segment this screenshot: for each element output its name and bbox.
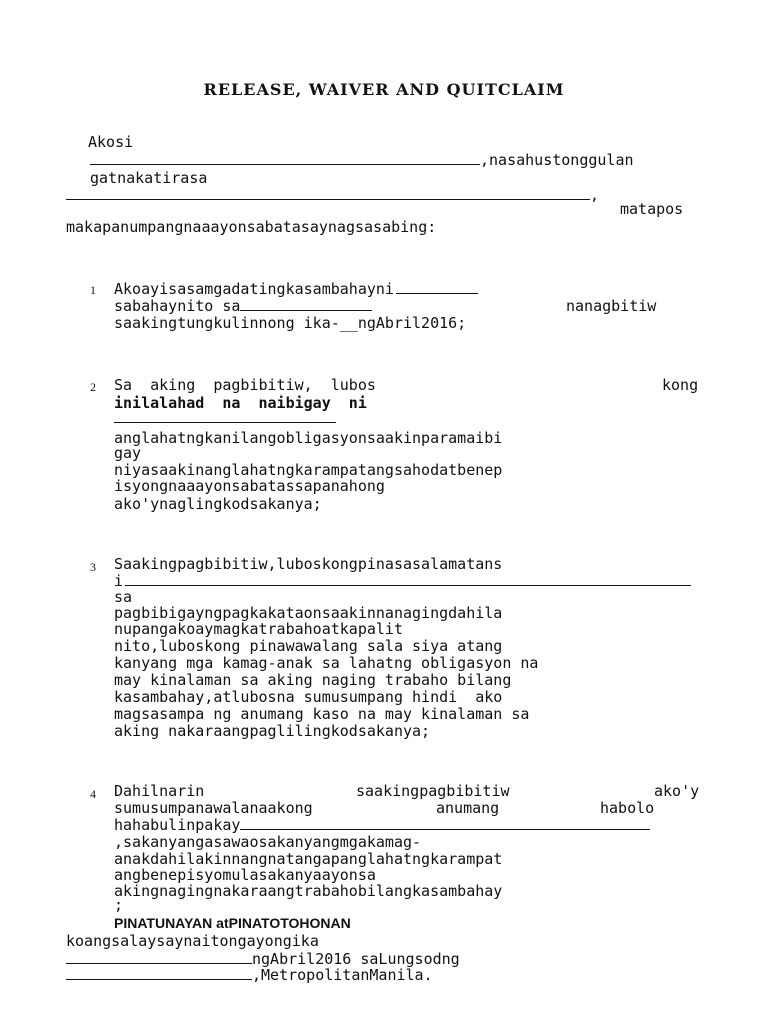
intro-line-5: matapos [620, 200, 684, 218]
closing-line-2: koangsalaysaynaitongayongika [66, 932, 319, 950]
item-2-line-5: gay [114, 444, 142, 462]
item-2-line-4: anglahatngkanilangobligasyonsaakinparamaibi [114, 429, 503, 447]
item-1-line-2 [114, 297, 372, 315]
intro-line-6: makapanumpangnaaayonsabatasaynagsasabing: [66, 218, 437, 236]
item-2-line-3 [114, 409, 336, 427]
item-3-line-6: nito,luboskong pinawawalang sala siya atang [114, 637, 503, 655]
item-3-line-8: may kinalaman sa aking naging trabaho bilang [114, 671, 512, 689]
item-4-line-5: anakdahilakinnangnatangapanglahatngkarampat [114, 850, 503, 868]
closing-line-4 [66, 966, 433, 984]
intro-akosi: Akosi [88, 133, 134, 151]
item-4-number: 4 [90, 787, 96, 801]
intro-line-1 [88, 133, 133, 151]
item-3-line-7: kanyang mga kamag-anak sa lahatng obligasyon na [114, 654, 539, 672]
item-2-line-6: niyasaakinanglahatngkarampatangsahodatbenep [114, 461, 503, 479]
item-2-line-2: inilalahad na naibigay ni [114, 394, 367, 412]
item-4-line-6: angbenepisyomulasakanyaayonsa [114, 866, 376, 884]
item-1-number: 1 [90, 283, 96, 297]
item-4-line-2c: habolo [600, 799, 655, 817]
document-title: RELEASE, WAIVER AND QUITCLAIM [203, 80, 565, 99]
employer-name-blank [396, 280, 478, 294]
intro-line-3: gatnakatirasa [90, 169, 208, 187]
item-4-line-8: ; [114, 896, 124, 914]
item-4-line-7: akingnagingnakaraangtrabahobilangkasambahay [114, 882, 503, 900]
item-3-line-10: magsasampa ng anumang kaso na may kinalaman sa [114, 705, 530, 723]
item-3-line-1: Saakingpagbibitiw,luboskongpinasasalamatans [114, 555, 503, 573]
closing-line-1: PINATUNAYAN atPINATOTOHONAN [114, 915, 351, 931]
closing-text-3: ngAbril2016 saLungsodng [252, 950, 460, 968]
item-2-line-1b: kong [662, 376, 699, 394]
intro-line-2 [90, 151, 634, 169]
item-3-line-11: aking nakaraangpaglilingkodsakanya; [114, 722, 431, 740]
intro-line-4 [66, 186, 599, 204]
item-1-text-2a: sabahaynito sa [114, 297, 241, 315]
intro-line-4-text: , [590, 186, 600, 204]
item-4-line-3 [114, 816, 650, 834]
item-1-line-3: saakingtungkulinnong ika-__ngAbril2016; [114, 314, 467, 332]
item-1-text-1: Akoayisasamgadatingkasambahayni [114, 280, 394, 298]
item-1-line-2b: nanagbitiw [566, 297, 657, 315]
item-3-line-5: nupangakoaymagkatrabahoatkapalit [114, 620, 403, 638]
day-blank [66, 950, 252, 964]
item-4-line-1c: ako'y [654, 782, 700, 800]
item-2-line-7: isyongnaaayonsabatassapanahong [114, 477, 385, 495]
item-2-line-8: ako'ynaglingkodsakanya; [114, 495, 322, 513]
item-3-line-9: kasambahay,atlubosna sumusumpang hindi ako [114, 688, 503, 706]
item-2-number: 2 [90, 380, 96, 394]
item-4-line-2a: sumusumpanawalanaakong [114, 799, 313, 817]
item-4-line-2b: anumang [436, 799, 500, 817]
item-4-line-1b: saakingpagbibitiw [356, 782, 510, 800]
city-blank [66, 966, 252, 980]
intro-line-2-text: ,nasahustonggulan [480, 151, 634, 169]
item-2-line-1a: Sa aking pagbibitiw, lubos [114, 376, 376, 394]
location-blank [240, 297, 372, 311]
name-blank [90, 151, 480, 165]
employer-blank-3 [240, 816, 650, 830]
item-3-number: 3 [90, 560, 96, 574]
item-3-text-2: i [114, 572, 124, 590]
closing-text-4: ,MetropolitanManila. [252, 966, 433, 984]
item-4-text-3: hahabulinpakay [114, 816, 241, 834]
employer-blank-2 [125, 572, 691, 586]
item-4-line-1a: Dahilnarin [114, 782, 205, 800]
item-4-line-4: ,sakanyangasawaosakanyangmgakamag- [114, 833, 422, 851]
employer-blank [114, 409, 336, 423]
item-1-line-1 [114, 280, 478, 298]
item-3-line-2 [114, 572, 691, 590]
item-3-line-3: sa [114, 588, 133, 606]
item-3-line-4: pagbibigayngpagkakataonsaakinnanagingdahila [114, 604, 503, 622]
address-blank [66, 186, 590, 200]
